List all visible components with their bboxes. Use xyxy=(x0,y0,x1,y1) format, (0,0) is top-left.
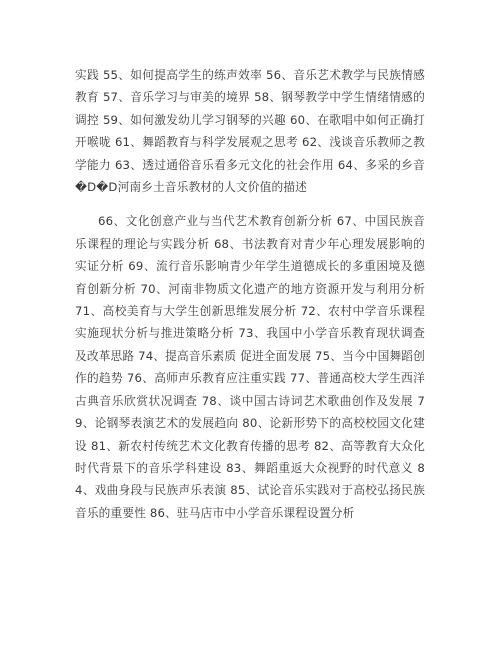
paragraph-topics-55-64: 实践 55、如何提高学生的练声效率 56、音乐艺术教学与民族情感教育 57、音乐学习与审美的境界 58、钢琴教学中学生情绪情感的调控 59、如何激发幼儿学习钢琴的兴趣 60、在歌唱中如何正确打开喉咙 61、舞蹈教育与科学发展观之思考 62、浅谈音乐教师之教学能力 63、透过通俗音乐看多元文化的社会作用 64、多采的乡音�D�D河南乡土音乐教材的人文价值的描述 xyxy=(75,68,425,195)
document-page xyxy=(75,64,425,524)
paragraph-topics-66-86: 66、文化创意产业与当代艺术教育创新分析 67、中国民族音乐课程的理论与实践分析 68、书法教育对青少年心理发展影响的实证分析 69、流行音乐影响青少年学生道德成长的多重困境及德育创新分析 70、河南非物质文化遗产的地方资源开发与利用分析 71、高校美育与大学生创新思维发展分析 72、农村中学音乐课程实施现状分析与推进策略分析 73、我国中小学音乐教育现状调查及改革思路 74、提高音乐素质 促进全面发展 75、当今中国舞蹈创作的趋势 76、高师声乐教育应注重实践 77、普通高校大学生西洋古典音乐欣赏状况调查 78、谈中国古诗词艺术歌曲创作及发展 79、论钢琴表演艺术的发展趋向 80、论新形势下的高校校园文化建设 81、新农村传统艺术文化教育传播的思考 82、高等教育大众化时代背景下的音乐学科建设 83、舞蹈重返大众视野的时代意义 84、戏曲身段与民族声乐表演 85、试论音乐实践对于高校弘扬民族音乐的重要性 86、驻马店市中小学音乐课程设置分析 xyxy=(75,214,425,520)
